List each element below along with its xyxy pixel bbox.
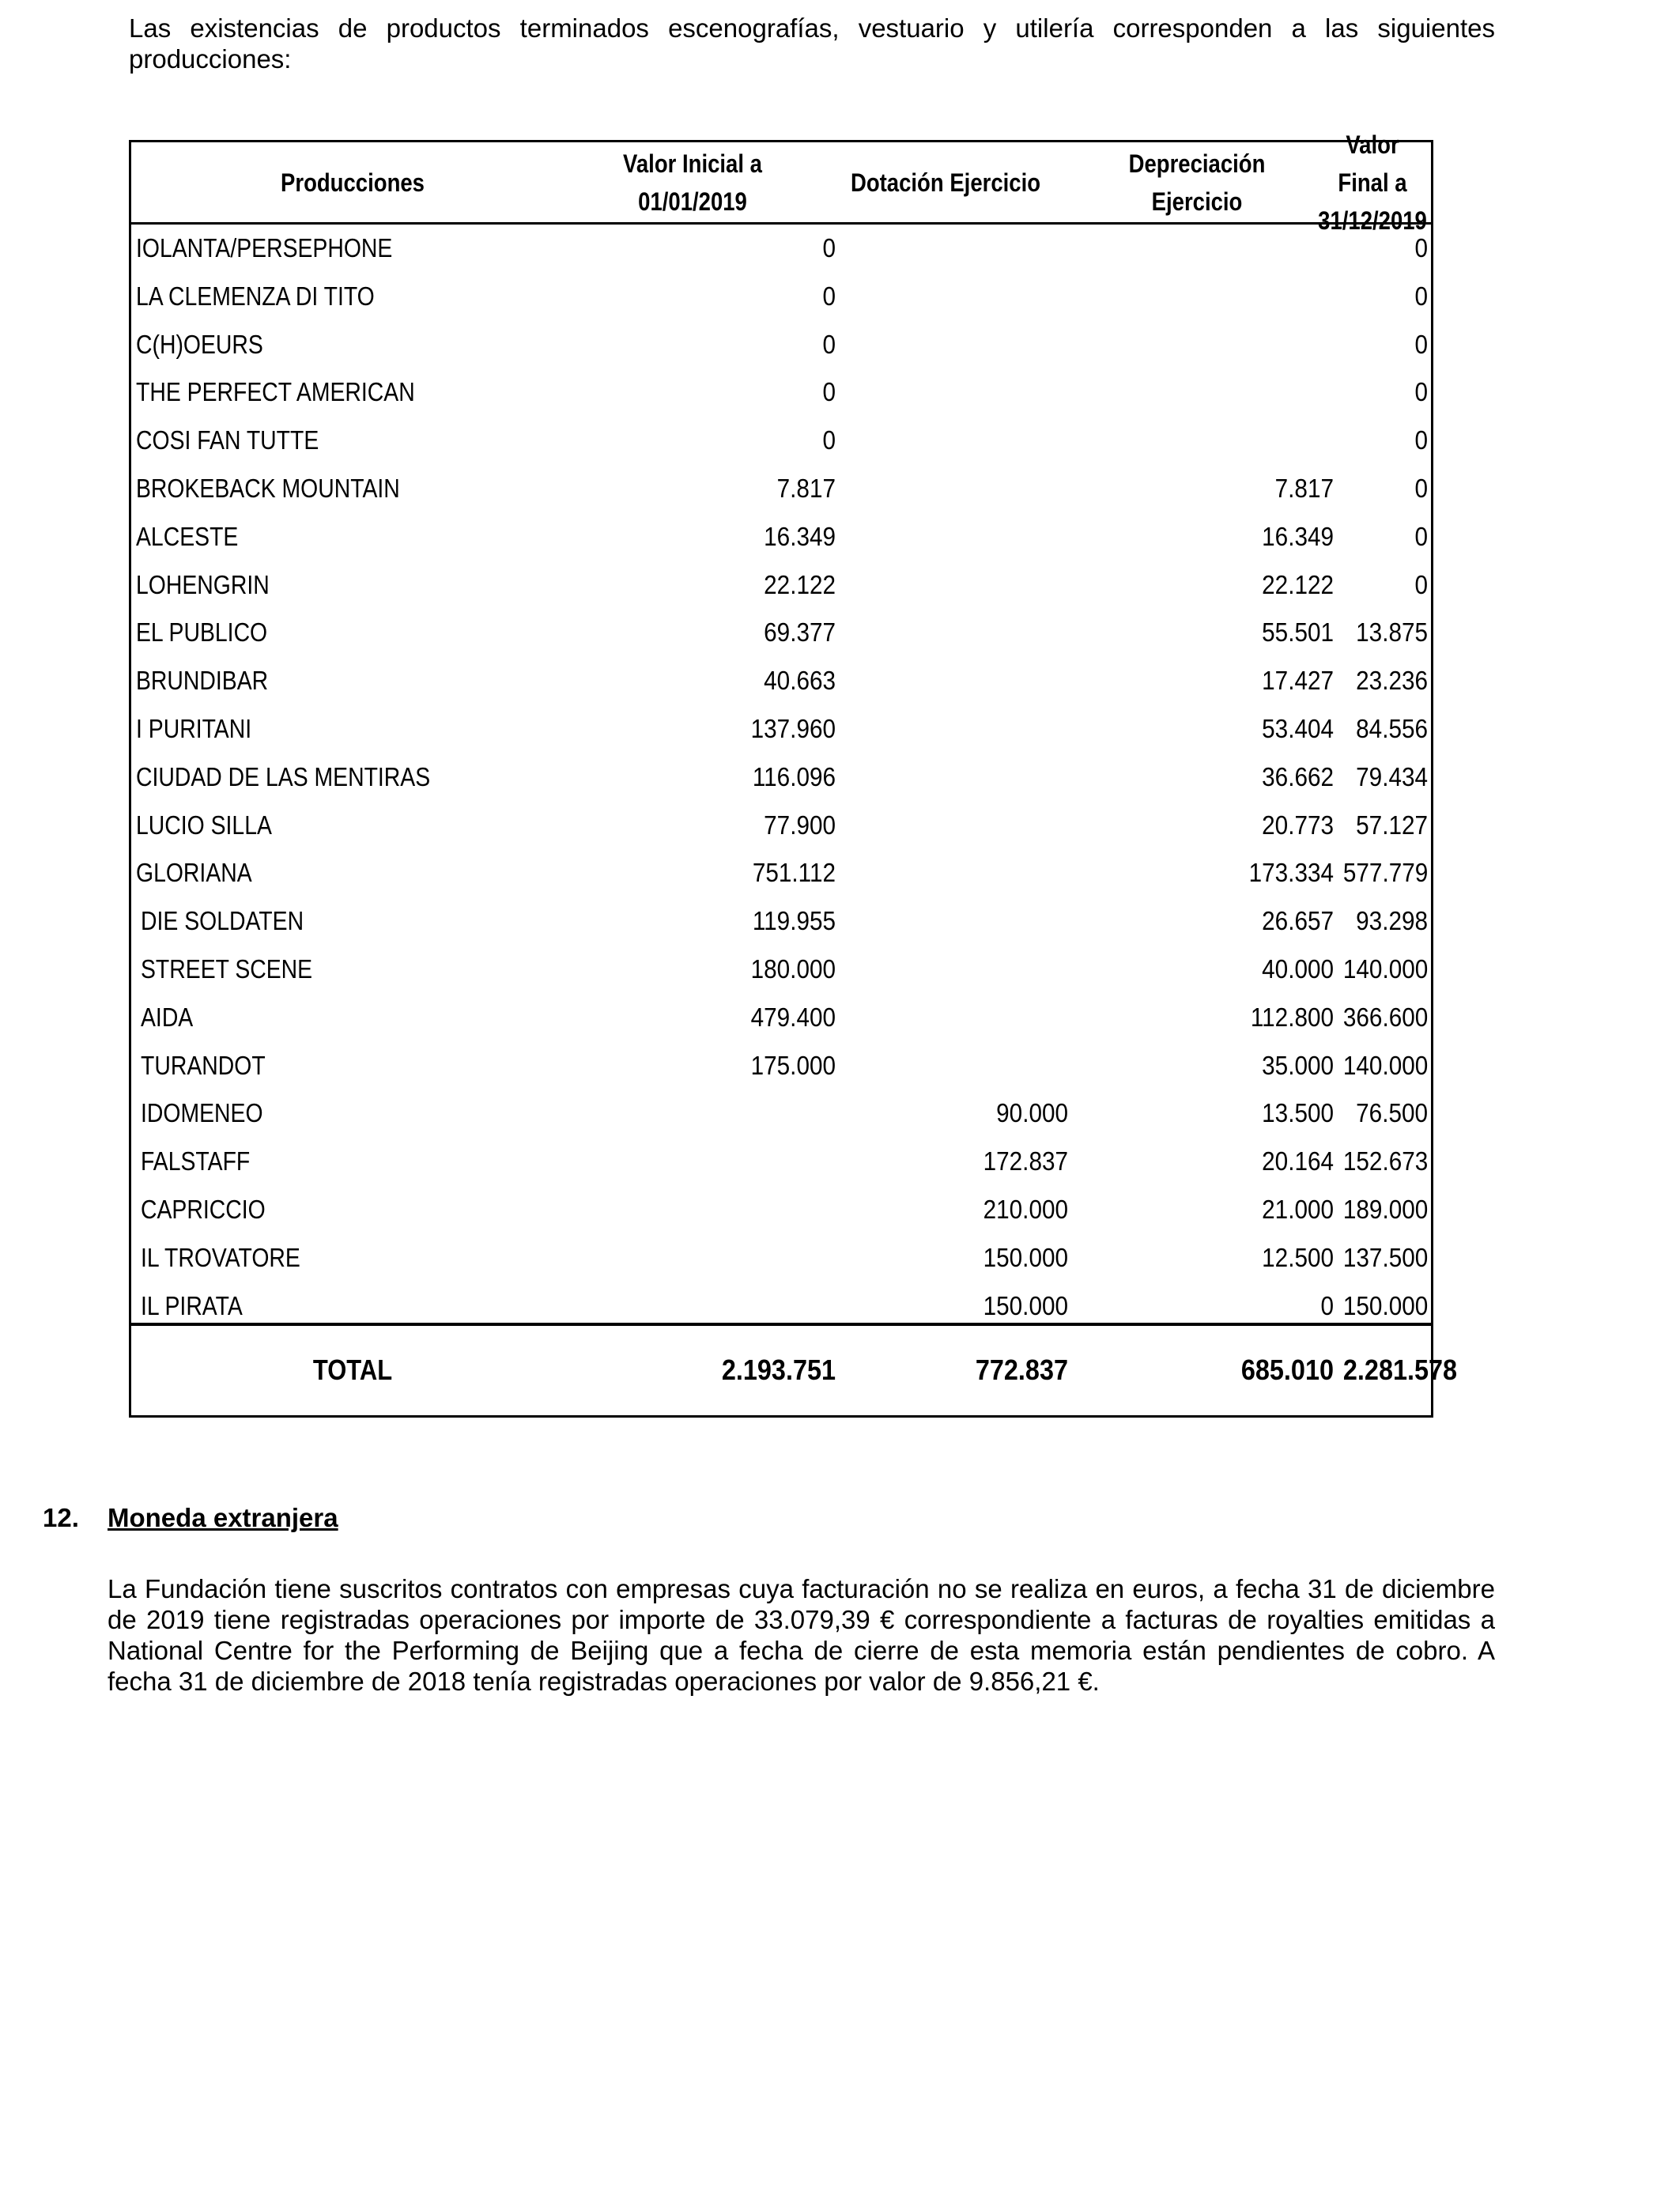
dotacion-value [859, 657, 1068, 705]
depreciacion-value [1095, 273, 1334, 321]
initial-value: 119.955 [752, 906, 836, 936]
table-row [131, 321, 1431, 369]
depreciacion-value: 55.501 [1262, 617, 1334, 648]
final-value: 0 [1414, 377, 1428, 407]
initial-value: 175.000 [750, 1050, 836, 1080]
dotacion-value [859, 225, 1068, 273]
dotacion-value [859, 946, 1068, 994]
depreciacion-value: 173.334 [1248, 858, 1334, 888]
dotacion-value [859, 753, 1068, 802]
production-name: STREET SCENE [141, 954, 313, 984]
production-name: BRUNDIBAR [136, 666, 269, 696]
initial-value: 69.377 [764, 617, 836, 648]
final-value: 13.875 [1356, 617, 1428, 648]
table-body [131, 225, 1431, 1330]
depreciacion-value: 36.662 [1262, 761, 1334, 791]
initial-value: 0 [822, 233, 836, 262]
total-final: 2.281.578 [1342, 1354, 1458, 1386]
final-value: 140.000 [1342, 954, 1429, 984]
initial-value: 0 [822, 281, 836, 311]
production-name: AIDA [141, 1002, 194, 1032]
intro-paragraph: Las existencias de productos terminados escenografías, vestuario y utilería corresponden a las siguientes producciones: [129, 13, 1495, 74]
dotacion-value [859, 273, 1068, 321]
table-row [131, 897, 1431, 946]
depreciacion-value [1095, 417, 1334, 465]
productions-table [129, 130, 1458, 1418]
dotacion-value [859, 513, 1068, 561]
header-productions-label: Producciones [281, 168, 425, 197]
dotacion-value [859, 368, 1068, 417]
production-name: TURANDOT [141, 1050, 266, 1080]
production-name: C(H)OEURS [136, 329, 263, 359]
header-final-value [1318, 130, 1427, 235]
depreciacion-value: 20.773 [1262, 810, 1334, 840]
final-value: 577.779 [1342, 858, 1429, 888]
production-name: IL TROVATORE [141, 1242, 300, 1272]
table-row [131, 753, 1431, 802]
dotacion-value [859, 417, 1068, 465]
depreciacion-value: 40.000 [1262, 954, 1334, 984]
initial-value: 479.400 [750, 1002, 836, 1032]
total-label: TOTAL [312, 1354, 393, 1386]
depreciacion-value: 16.349 [1262, 521, 1334, 551]
initial-value [600, 1234, 836, 1282]
table-row [131, 417, 1431, 465]
production-name: ALCESTE [136, 521, 239, 551]
initial-value: 116.096 [752, 761, 836, 791]
production-name: I PURITANI [136, 713, 252, 743]
final-value: 152.673 [1342, 1146, 1429, 1176]
table-row [131, 657, 1431, 705]
final-value: 57.127 [1356, 810, 1428, 840]
table-row [131, 465, 1431, 513]
table-row [131, 849, 1431, 897]
section-heading [43, 1502, 338, 1534]
initial-value: 77.900 [764, 810, 836, 840]
dotacion-value [859, 465, 1068, 513]
production-name: LOHENGRIN [136, 569, 270, 599]
depreciacion-value: 17.427 [1262, 666, 1334, 696]
final-value: 23.236 [1356, 666, 1428, 696]
header-depreciacion [1082, 142, 1312, 222]
initial-value: 22.122 [764, 569, 836, 599]
production-name: LA CLEMENZA DI TITO [136, 281, 375, 311]
header-depreciacion-label: Depreciación Ejercicio [1128, 149, 1266, 216]
table-row [131, 1042, 1431, 1090]
table-row [131, 1089, 1431, 1138]
dotacion-value: 172.837 [983, 1146, 1068, 1176]
depreciacion-value [1095, 225, 1334, 273]
dotacion-value: 210.000 [983, 1194, 1068, 1224]
depreciacion-value: 53.404 [1262, 713, 1334, 743]
depreciacion-value: 20.164 [1262, 1146, 1334, 1176]
header-final-value-line2: 31/12/2019 [1318, 206, 1427, 235]
initial-value [600, 1186, 836, 1234]
initial-value: 137.960 [750, 713, 836, 743]
production-name: THE PERFECT AMERICAN [136, 377, 415, 407]
table-header-row [131, 130, 1431, 235]
header-final-value-line1: Valor Final a [1338, 130, 1407, 197]
depreciacion-value: 0 [1320, 1290, 1334, 1320]
dotacion-value [859, 802, 1068, 850]
depreciacion-value [1095, 368, 1334, 417]
table-row [131, 1186, 1431, 1234]
final-value: 0 [1414, 569, 1428, 599]
final-value: 93.298 [1356, 906, 1428, 936]
table-row [131, 225, 1431, 273]
final-value: 0 [1414, 473, 1428, 503]
table-row [131, 994, 1431, 1042]
dotacion-value: 150.000 [983, 1242, 1068, 1272]
table-row [131, 609, 1431, 657]
header-initial-value [591, 142, 795, 222]
production-name: DIE SOLDATEN [141, 906, 304, 936]
dotacion-value [859, 849, 1068, 897]
dotacion-value [859, 897, 1068, 946]
depreciacion-value: 26.657 [1262, 906, 1334, 936]
total-depreciacion: 685.010 [1240, 1354, 1334, 1386]
depreciacion-value: 7.817 [1274, 473, 1334, 503]
final-value: 0 [1414, 521, 1428, 551]
depreciacion-value: 13.500 [1262, 1098, 1334, 1128]
production-name: CAPRICCIO [141, 1194, 266, 1224]
final-value: 366.600 [1342, 1002, 1429, 1032]
header-productions [162, 142, 543, 222]
section-title: Moneda extranjera [108, 1503, 338, 1532]
production-name: FALSTAFF [141, 1146, 251, 1176]
final-value: 140.000 [1342, 1050, 1429, 1080]
initial-value: 0 [822, 425, 836, 455]
production-name: IDOMENEO [141, 1098, 263, 1128]
final-value: 0 [1414, 329, 1428, 359]
dotacion-value [859, 609, 1068, 657]
initial-value: 751.112 [752, 858, 836, 888]
initial-value: 16.349 [764, 521, 836, 551]
production-name: IL PIRATA [141, 1290, 243, 1320]
dotacion-value [859, 705, 1068, 753]
final-value: 150.000 [1342, 1290, 1429, 1320]
dotacion-value: 90.000 [996, 1098, 1068, 1128]
depreciacion-value [1095, 321, 1334, 369]
header-initial-value-line2: 01/01/2019 [638, 187, 747, 216]
final-value: 0 [1414, 425, 1428, 455]
final-value: 76.500 [1356, 1098, 1428, 1128]
depreciacion-value: 22.122 [1262, 569, 1334, 599]
section-number: 12. [43, 1503, 79, 1532]
section-paragraph: La Fundación tiene suscritos contratos con empresas cuya facturación no se realiza en euros, a fecha 31 de diciembre de 2019 tiene registradas operaciones por importe de 33.079,39 € correspondiente a facturas de royalties emitidas a National Centre for the Performing de Beijing que a fecha de cierre de esta memoria están pendientes de cobro. A fecha 31 de diciembre de 2018 tenía registradas operaciones por valor de 9.856,21 €. [108, 1574, 1495, 1696]
depreciacion-value: 112.800 [1250, 1002, 1334, 1032]
final-value: 0 [1414, 281, 1428, 311]
initial-value: 0 [822, 329, 836, 359]
final-value: 79.434 [1356, 761, 1428, 791]
table-total-row [131, 1323, 1458, 1418]
final-value: 0 [1414, 233, 1428, 262]
table-row [131, 1234, 1431, 1282]
total-dotacion: 772.837 [975, 1354, 1068, 1386]
dotacion-value [859, 321, 1068, 369]
header-initial-value-line1: Valor Inicial a [623, 149, 762, 178]
initial-value: 7.817 [776, 473, 836, 503]
table-row [131, 946, 1431, 994]
dotacion-value [859, 1042, 1068, 1090]
dotacion-value [859, 994, 1068, 1042]
production-name: CIUDAD DE LAS MENTIRAS [136, 761, 431, 791]
table-row [131, 273, 1431, 321]
table-row [131, 1138, 1431, 1186]
header-dotacion [836, 142, 1054, 222]
table-row [131, 513, 1431, 561]
initial-value: 180.000 [750, 954, 836, 984]
production-name: GLORIANA [136, 858, 252, 888]
table-row [131, 368, 1431, 417]
final-value: 137.500 [1342, 1242, 1429, 1272]
initial-value [600, 1138, 836, 1186]
dotacion-value [859, 561, 1068, 610]
table-row [131, 802, 1431, 850]
table-row [131, 561, 1431, 610]
production-name: IOLANTA/PERSEPHONE [136, 233, 393, 262]
depreciacion-value: 12.500 [1262, 1242, 1334, 1272]
header-dotacion-label: Dotación Ejercicio [850, 168, 1041, 197]
final-value: 84.556 [1356, 713, 1428, 743]
production-name: LUCIO SILLA [136, 810, 272, 840]
production-name: COSI FAN TUTTE [136, 425, 319, 455]
initial-value [600, 1089, 836, 1138]
depreciacion-value: 21.000 [1262, 1194, 1334, 1224]
production-name: BROKEBACK MOUNTAIN [136, 473, 400, 503]
total-initial: 2.193.751 [721, 1354, 836, 1386]
final-value: 189.000 [1342, 1194, 1429, 1224]
production-name: EL PUBLICO [136, 617, 268, 648]
initial-value: 40.663 [764, 666, 836, 696]
depreciacion-value: 35.000 [1262, 1050, 1334, 1080]
table-row [131, 705, 1431, 753]
initial-value: 0 [822, 377, 836, 407]
dotacion-value: 150.000 [983, 1290, 1068, 1320]
